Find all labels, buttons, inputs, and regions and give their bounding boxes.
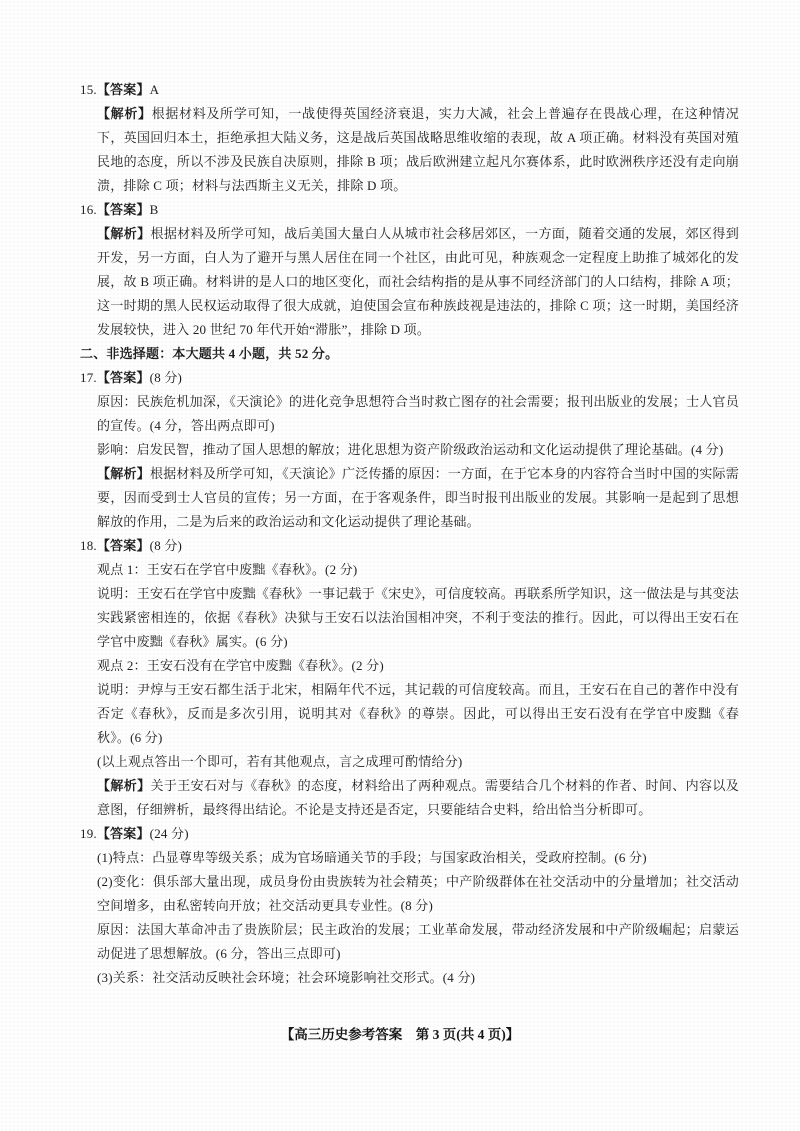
document-body	[80, 78, 739, 990]
answer-label: 【答案】	[96, 538, 150, 553]
answer-value: (8 分)	[149, 538, 183, 553]
answer-value: (24 分)	[149, 826, 189, 841]
answer-heading-16	[80, 198, 739, 222]
answer-paragraph: 影响：启发民智，推动了国人思想的解放；进化思想为资产阶级政治运动和文化运动提供了理论基础。(4 分)	[97, 442, 724, 457]
answer-paragraph: 原因：民族危机加深，《天演论》的进化竞争思想符合当时救亡图存的社会需要；报刊出版业的发展；士人官员的宣传。(4 分，答出两点即可)	[97, 394, 739, 433]
answer-heading-17	[80, 366, 739, 390]
answer-label: 【答案】	[96, 826, 150, 841]
answer-label: 【答案】	[96, 370, 150, 385]
analysis-paragraph	[97, 774, 739, 822]
question-number: 17.	[80, 370, 97, 385]
analysis-label: 【解析】	[97, 226, 151, 241]
page-footer-text: 【高三历史参考答案 第 3 页(共 4 页)】	[280, 1027, 520, 1042]
analysis-text: 关于王安石对与《春秋》的态度，材料给出了两种观点。需要结合几个材料的作者、时间、内容以及意图，仔细辨析，最终得出结论。不论是支持还是否定，只要能结合史料，给出恰当分析即可。	[97, 778, 739, 817]
analysis-text: 根据材料及所学可知，战后美国大量白人从城市社会移居郊区，一方面，随着交通的发展，郊区得到开发，另一方面，白人为了避开与黑人居住在同一个社区，由此可见，种族观念一定程度上助推了城郊化的发展，故 B 项正确。材料讲的是人口的地区变化，而社会结构指的是从事不同经济部门的人口结构，排除 A 项；这一时期的黑人民权运动取得了很大成就，迫使国会宣布种族歧视是违法的，排除 C 项；这一时期，美国经济发展较快，进入 20 世纪 70 年代开始“滞胀”，排除 D 项。	[97, 226, 739, 337]
answer-label: 【答案】	[96, 202, 150, 217]
answer-value: A	[149, 82, 160, 97]
analysis-text: 根据材料及所学可知，一战使得英国经济衰退，实力大减，社会上普遍存在畏战心理，在这种情况下，英国回归本土，拒绝承担大陆义务，这是战后英国战略思维收缩的表现，故 A 项正确。材料没有英国对殖民地的态度，所以不涉及民族自决原则，排除 B 项；战后欧洲建立起凡尔赛体系，此时欧洲秩序还没有走向崩溃，排除 C 项；材料与法西斯主义无关，排除 D 项。	[97, 106, 739, 193]
question-number: 18.	[80, 538, 97, 553]
answer-paragraph: (1)特点：凸显尊卑等级关系；成为官场暗通关节的手段；与国家政治相关，受政府控制。(6 分)	[97, 850, 647, 865]
answer-paragraph: 说明：尹焞与王安石都生活于北宋，相隔年代不远，其记载的可信度较高。而且，王安石在自己的著作中没有否定《春秋》，反而是多次引用，说明其对《春秋》的尊崇。因此，可以得出王安石没有在学官中废黜《春秋》。(6 分)	[97, 682, 739, 745]
answer-value: (8 分)	[149, 370, 183, 385]
answer-heading-19	[80, 822, 739, 846]
answer-paragraph: 观点 2：王安石没有在学官中废黜《春秋》。(2 分)	[97, 658, 384, 673]
answer-paragraph: 说明：王安石在学官中废黜《春秋》一事记载于《宋史》，可信度较高。再联系所学知识，这一做法是与其变法实践紧密相连的，依据《春秋》决狱与王安石以法治国相冲突，不利于变法的推行。因此，可以得出王安石在学官中废黜《春秋》属实。(6 分)	[97, 586, 739, 649]
analysis-label: 【解析】	[97, 466, 150, 481]
answer-label: 【答案】	[96, 82, 150, 97]
answer-value: B	[149, 202, 159, 217]
analysis-paragraph	[97, 222, 739, 342]
section-header: 二、非选择题：本大题共 4 小题，共 52 分。	[80, 346, 339, 361]
question-number: 15.	[80, 82, 97, 97]
analysis-label: 【解析】	[97, 778, 151, 793]
question-number: 19.	[80, 826, 97, 841]
analysis-label: 【解析】	[97, 106, 152, 121]
answer-paragraph: (2)变化：俱乐部大量出现，成员身份由贵族转为社会精英；中产阶级群体在社交活动中的分量增加；社交活动空间增多，由私密转向开放；社交活动更具专业性。(8 分)	[97, 874, 739, 913]
answer-paragraph: (3)关系：社交活动反映社会环境；社会环境影响社交形式。(4 分)	[97, 970, 476, 985]
answer-paragraph: 观点 1：王安石在学官中废黜《春秋》。(2 分)	[97, 562, 358, 577]
analysis-text: 根据材料及所学可知，《天演论》广泛传播的原因：一方面，在于它本身的内容符合当时中国的实际需要，因而受到士人官员的宣传；另一方面，在于客观条件，即当时报刊出版业的发展。其影响一是起到了思想解放的作用，二是为后来的政治运动和文化运动提供了理论基础。	[97, 466, 739, 529]
answer-paragraph: 原因：法国大革命冲击了贵族阶层；民主政治的发展；工业革命发展，带动经济发展和中产阶级崛起；启蒙运动促进了思想解放。(6 分，答出三点即可)	[97, 922, 739, 961]
page-footer	[0, 1023, 800, 1047]
answer-heading-18	[80, 534, 739, 558]
answer-paragraph: (以上观点答出一个即可，若有其他观点，言之成理可酌情给分)	[97, 754, 463, 769]
analysis-paragraph	[97, 102, 739, 198]
answer-heading-15	[80, 78, 739, 102]
question-number: 16.	[80, 202, 97, 217]
analysis-paragraph	[97, 462, 739, 534]
